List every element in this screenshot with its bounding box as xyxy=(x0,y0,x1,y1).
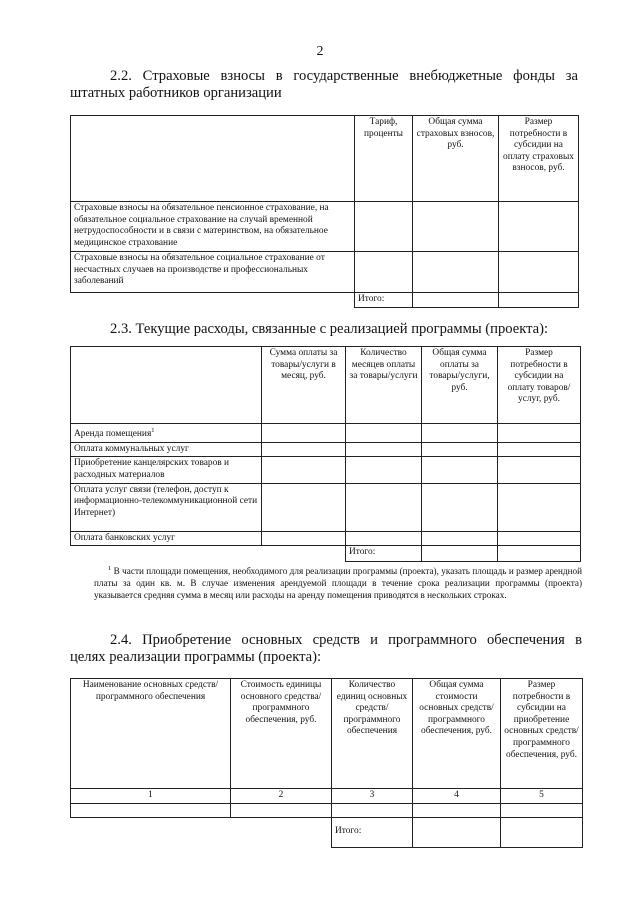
section-2-2-title-line1: 2.2. Страховые взносы в государственные внебюджетные фонды за xyxy=(110,68,578,84)
header-subsidy-need: Размер потребности в субсидии на оплату страховых взносов, руб. xyxy=(499,116,579,202)
table-cell[interactable] xyxy=(413,817,501,847)
table-cell[interactable] xyxy=(422,424,498,443)
section-2-4-title-line2: целях реализации программы (проекта): xyxy=(70,649,322,665)
table-cell[interactable] xyxy=(346,457,422,483)
table-cell[interactable] xyxy=(346,424,422,443)
table-cell[interactable] xyxy=(501,817,583,847)
table-row xyxy=(71,252,579,293)
table-row xyxy=(71,803,583,817)
page-number: 2 xyxy=(316,44,324,59)
table-cell[interactable] xyxy=(422,457,498,483)
column-number: 4 xyxy=(413,789,501,804)
total-row xyxy=(71,546,581,562)
section-2-3-title: 2.3. Текущие расходы, связанные с реализацией программы (проекта): xyxy=(110,321,549,337)
column-number: 3 xyxy=(332,789,413,804)
table-cell[interactable] xyxy=(422,546,498,562)
section-2-4-title xyxy=(70,632,582,666)
table-cell[interactable] xyxy=(501,803,583,817)
total-label: Итого: xyxy=(332,817,413,847)
table-header-row xyxy=(71,116,579,202)
total-row-spacer xyxy=(231,817,332,847)
table-cell[interactable] xyxy=(346,531,422,546)
table-row xyxy=(71,424,581,443)
row-label: Страховые взносы на обязательное пенсионное страхование, на обязательное социальное страхование на случай временной нетрудоспособности и в связи с материнством, на обязательное медицинское страхование xyxy=(71,202,355,252)
table-cell[interactable] xyxy=(262,424,346,443)
column-number: 5 xyxy=(501,789,583,804)
header-tariff: Тариф, проценты xyxy=(355,116,413,202)
table-row xyxy=(71,442,581,457)
table-cell[interactable] xyxy=(262,442,346,457)
table-cell[interactable] xyxy=(498,483,581,531)
table-cell[interactable] xyxy=(413,803,501,817)
header-total-contributions: Общая сумма страховых взносов, руб. xyxy=(413,116,499,202)
table-cell[interactable] xyxy=(499,202,579,252)
table-cell[interactable] xyxy=(422,483,498,531)
row-label: Оплата услуг связи (телефон, доступ к информационно-телекоммуникационной сети Интернет) xyxy=(71,483,262,531)
header-unit-count: Количество единиц основных средств/ программного обеспечения xyxy=(332,679,413,789)
header-empty xyxy=(71,116,355,202)
section-2-2-title xyxy=(70,68,578,102)
table-cell[interactable] xyxy=(422,442,498,457)
table-cell[interactable] xyxy=(422,531,498,546)
header-subsidy-need: Размер потребности в субсидии на приобретение основных средств/ программного обеспечения, руб. xyxy=(501,679,583,789)
table-cell[interactable] xyxy=(413,293,499,308)
table-cell[interactable] xyxy=(262,531,346,546)
table-cell[interactable] xyxy=(498,457,581,483)
table-cell[interactable] xyxy=(355,252,413,293)
column-numbers-row xyxy=(71,789,583,804)
total-row-spacer xyxy=(71,817,231,847)
total-row xyxy=(71,817,583,847)
row-label: Страховые взносы на обязательное социальное страхование от несчастных случаев на производстве и профессиональных заболеваний xyxy=(71,252,355,293)
column-number: 1 xyxy=(71,789,231,804)
footnote-text: В части площади помещения, необходимого для реализации программы (проекта), указать площадь и размер арендной платы за один кв. м. В случае изменения арендуемой площади в течение срока реализации программы (проекта) указывается средняя сумма в месяц или расходы на аренду помещения приводятся в нескольких строках. xyxy=(94,566,583,601)
table-row xyxy=(71,202,579,252)
table-cell[interactable] xyxy=(355,202,413,252)
header-months-count: Количество месяцев оплаты за товары/услуги xyxy=(346,347,422,424)
header-monthly-payment: Сумма оплаты за товары/услуги в месяц, руб. xyxy=(262,347,346,424)
footnote-marker: 1 xyxy=(108,565,112,572)
table-cell[interactable] xyxy=(499,293,579,308)
table-cell[interactable] xyxy=(262,483,346,531)
table-cell[interactable] xyxy=(231,803,332,817)
total-label: Итого: xyxy=(346,546,422,562)
row-label: Приобретение канцелярских товаров и расходных материалов xyxy=(71,457,262,483)
header-subsidy-need: Размер потребности в субсидии на оплату товаров/услуг, руб. xyxy=(498,347,581,424)
table-row xyxy=(71,483,581,531)
header-unit-cost: Стоимость единицы основного средства/ программного обеспечения, руб. xyxy=(231,679,332,789)
table-cell[interactable] xyxy=(346,442,422,457)
table-row xyxy=(71,457,581,483)
table-cell[interactable] xyxy=(498,546,581,562)
fixed-assets-table xyxy=(70,678,583,848)
table-cell[interactable] xyxy=(499,252,579,293)
footnote-ref: 1 xyxy=(151,427,155,434)
row-label: Оплата коммунальных услуг xyxy=(71,442,262,457)
insurance-contributions-table xyxy=(70,115,579,308)
section-2-2-title-line2: штатных работников организации xyxy=(70,85,282,101)
table-cell[interactable] xyxy=(413,252,499,293)
total-row-spacer xyxy=(262,546,346,562)
table-header-row xyxy=(71,347,581,424)
table-cell[interactable] xyxy=(498,442,581,457)
row-label xyxy=(71,424,262,443)
table-cell[interactable] xyxy=(332,803,413,817)
table-cell[interactable] xyxy=(262,457,346,483)
table-cell[interactable] xyxy=(413,202,499,252)
header-total-payment: Общая сумма оплаты за товары/услуги, руб. xyxy=(422,347,498,424)
table-header-row xyxy=(71,679,583,789)
table-row xyxy=(71,531,581,546)
table-cell[interactable] xyxy=(498,424,581,443)
row-label: Оплата банковских услуг xyxy=(71,531,262,546)
header-total-cost: Общая сумма стоимости основных средств/ программного обеспечения, руб. xyxy=(413,679,501,789)
section-2-4-title-line1: 2.4. Приобретение основных средств и программного обеспечения в xyxy=(110,632,582,648)
table-cell[interactable] xyxy=(71,803,231,817)
header-asset-name: Наименование основных средств/ программного обеспечения xyxy=(71,679,231,789)
footnote xyxy=(94,563,582,601)
total-row-spacer xyxy=(71,293,355,308)
total-row-spacer xyxy=(71,546,262,562)
current-expenses-table xyxy=(70,346,581,562)
total-row xyxy=(71,293,579,308)
header-empty xyxy=(71,347,262,424)
table-cell[interactable] xyxy=(346,483,422,531)
row-label-text: Аренда помещения xyxy=(74,429,152,440)
table-cell[interactable] xyxy=(498,531,581,546)
column-number: 2 xyxy=(231,789,332,804)
total-label: Итого: xyxy=(355,293,413,308)
